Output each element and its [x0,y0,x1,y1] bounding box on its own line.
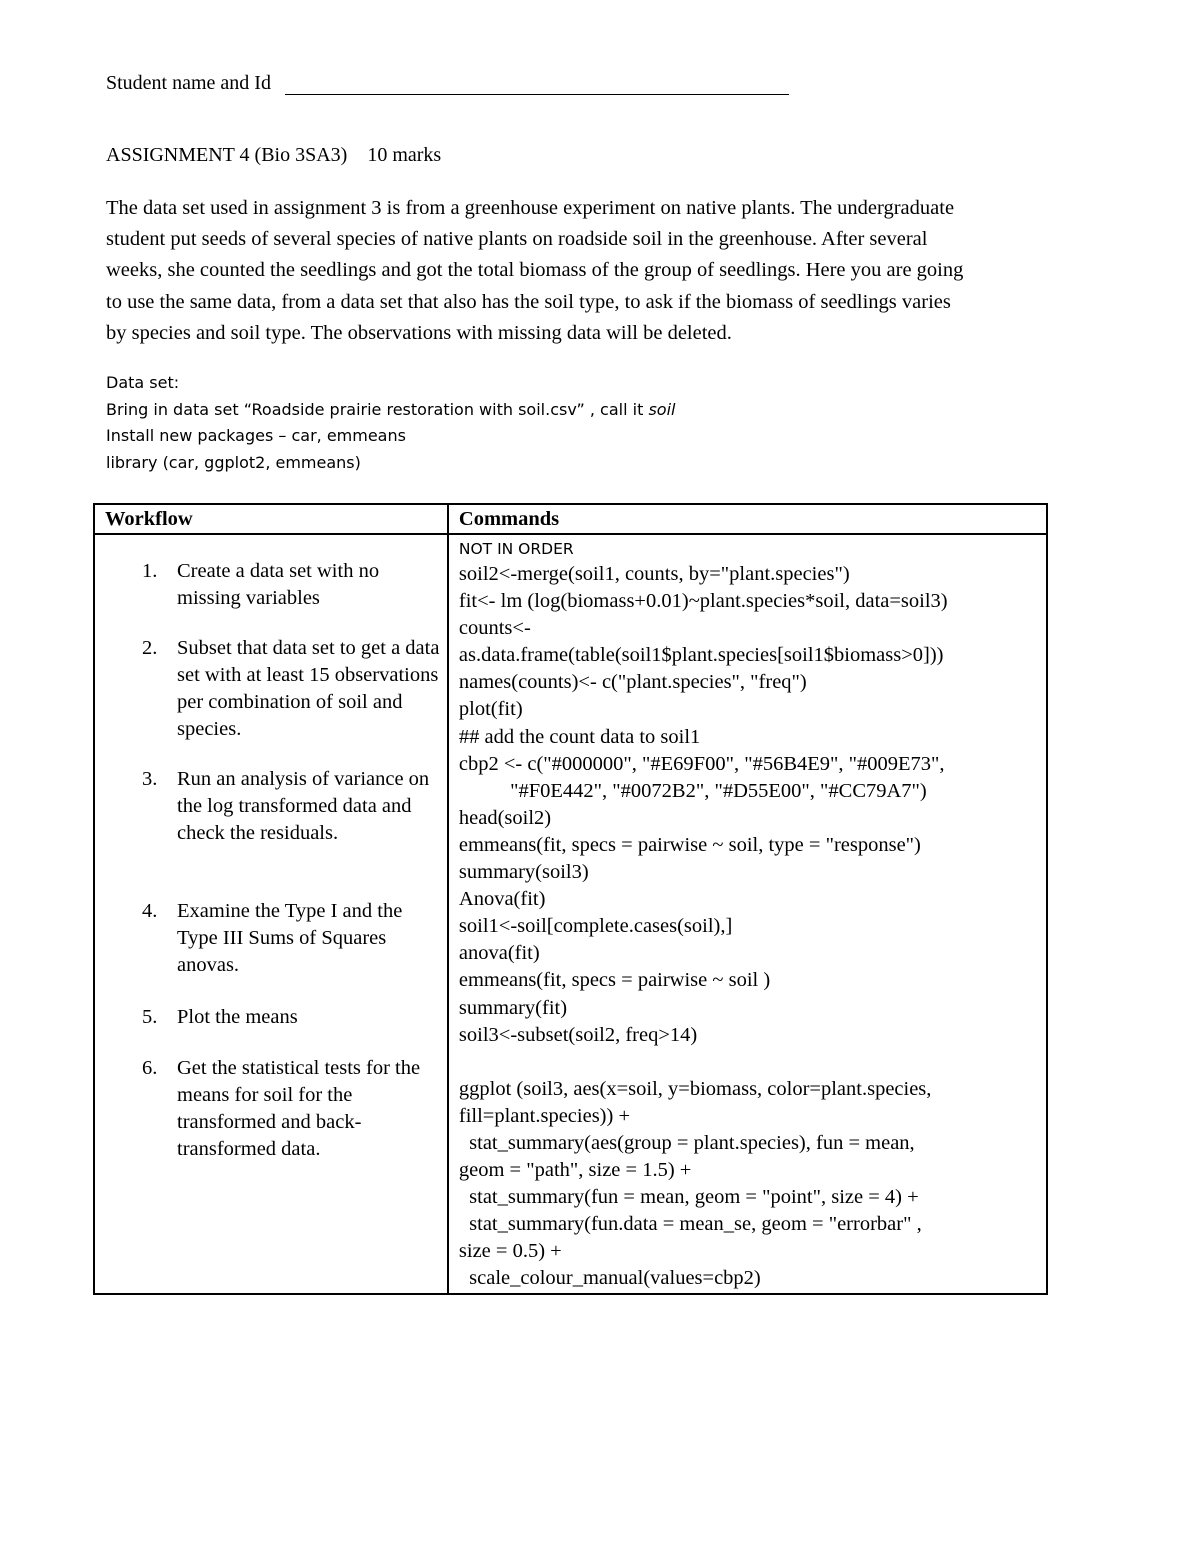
command-line: cbp2 <- c("#000000", "#E69F00", "#56B4E9", "#009E73", [458,752,945,775]
intro-line: by species and soil type. The observations with missing data will be deleted. [106,321,732,344]
dataset-bring-in [106,397,675,424]
command-line: emmeans(fit, specs = pairwise ~ soil, type = "response") [458,833,921,856]
command-line: geom = "path", size = 1.5) + [458,1159,692,1182]
student-name-line [106,72,789,95]
commands-cell [448,534,1047,1294]
intro-line: student put seeds of several species of native plants on roadside soil in the greenhouse. After several [106,228,928,251]
command-line: anova(fit) [458,942,540,965]
command-line: ## add the count data to soil1 [458,725,701,748]
command-line: fill=plant.species)) + [458,1104,631,1127]
student-name-blank [285,74,789,95]
command-line: stat_summary(fun = mean, geom = "point", size = 4) + [458,1186,919,1209]
command-line [459,1049,1046,1076]
step-text: Subset that data set to get a data set with at least 15 observations per combination of soil and species. [177,637,440,740]
step-number: 5. [142,1006,158,1028]
dataset-library: library (car, ggplot2, emmeans) [106,452,361,472]
commands-header: Commands [448,504,1047,534]
step-number: 6. [142,1057,158,1079]
intro-line: The data set used in assignment 3 is from a greenhouse experiment on native plants. The undergraduate [106,197,955,219]
workflow-table [93,503,1048,1295]
dataset-heading: Data set: [106,373,180,392]
table-header-row [94,504,1047,534]
command-line: head(soil2) [458,806,552,829]
intro-line: to use the same data, from a data set that also has the soil type, to ask if the biomass of seedlings varies [106,290,951,313]
assignment-title: ASSIGNMENT 4 (Bio 3SA3) 10 marks [106,144,442,166]
command-line: plot(fit) [458,698,523,721]
command-line: "#F0E442", "#0072B2", "#D55E00", "#CC79A7") [458,779,927,802]
step-text: Create a data set with no missing variables [177,560,380,609]
command-line: soil2<-merge(soil1, counts, by="plant.species") [458,563,850,585]
command-line: counts<- [458,617,531,640]
student-name-label: Student name and Id [106,72,271,94]
command-line: stat_summary(aes(group = plant.species), fun = mean, [458,1131,915,1154]
intro-line: weeks, she counted the seedlings and got the total biomass of the group of seedlings. Here you are going [106,259,964,282]
step-number: 1. [142,560,158,582]
step-text: Examine the Type I and the Type III Sums of Squares anovas. [177,900,403,976]
command-line: soil3<-subset(soil2, freq>14) [458,1023,698,1046]
table-row [94,534,1047,1294]
step-number: 3. [142,768,158,790]
workflow-header: Workflow [94,504,448,534]
commands-list [459,561,1046,1293]
command-line: as.data.frame(table(soil1$plant.species[soil1$biomass>0])) [458,644,944,667]
command-line: soil1<-soil[complete.cases(soil),] [458,915,733,938]
command-line: ggplot (soil3, aes(x=soil, y=biomass, color=plant.species, [458,1077,932,1100]
intro-paragraph [106,193,1096,349]
command-line: Anova(fit) [458,888,546,911]
step-text: Plot the means [177,1006,298,1028]
command-line: emmeans(fit, specs = pairwise ~ soil ) [458,969,771,992]
command-line: summary(soil3) [458,861,589,884]
command-line: stat_summary(fun.data = mean_se, geom = "errorbar" , [458,1213,922,1236]
command-line: size = 0.5) + [458,1240,562,1263]
command-line: scale_colour_manual(values=cbp2) [458,1267,761,1290]
step-text: Run an analysis of variance on the log transformed data and check the residuals. [177,768,430,844]
dataset-name-italic: soil [648,399,676,419]
dataset-instructions [106,370,675,476]
step-number: 2. [142,637,158,659]
step-text: Get the statistical tests for the means for soil for the transformed and back-transformed data. [177,1057,421,1160]
dataset-bring-in-text: Bring in data set “Roadside prairie restoration with soil.csv” , call it [106,399,649,419]
dataset-install: Install new packages – car, emmeans [106,426,406,445]
workflow-cell [94,534,448,1294]
step-number: 4. [142,900,158,922]
not-in-order-note: NOT IN ORDER [458,540,574,558]
command-line: names(counts)<- c("plant.species", "freq") [458,671,807,694]
command-line: fit<- lm (log(biomass+0.01)~plant.species*soil, data=soil3) [458,590,948,613]
command-line: summary(fit) [458,996,568,1019]
